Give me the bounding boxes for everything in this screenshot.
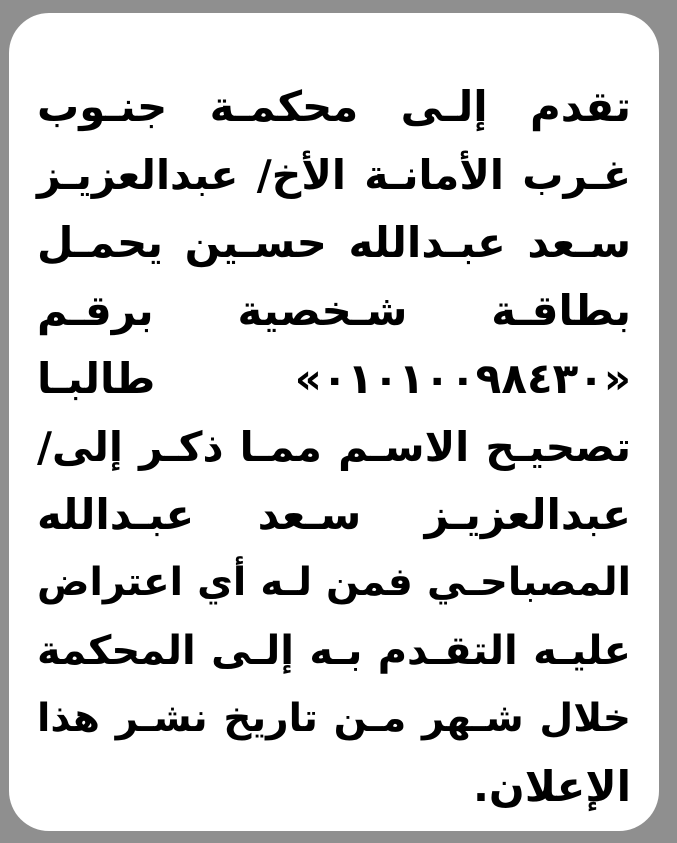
notice-line-5: «٠١٠١٠٠٩٨٤٣٠» طالبـا	[37, 354, 631, 403]
notice-line-8: المصباحـي فمن لـه أي اعتراض	[37, 560, 631, 605]
notice-line-1: تقدم إلـى محكمـة جنـوب	[37, 82, 631, 131]
notice-line-6: تصحيـح الاسـم ممـا ذكـر إلى/	[37, 423, 631, 471]
notice-card	[9, 13, 659, 831]
notice-text	[37, 73, 631, 821]
notice-line-2: غـرب الأمانـة الأخ/ عبدالعزيـز	[37, 151, 631, 199]
notice-line-10: خلال شـهر مـن تاريخ نشـر هذا	[37, 696, 631, 741]
notice-line-4: بطاقـة شـخصية برقـم	[37, 286, 631, 335]
notice-line-7: عبدالعزيـز سـعد عبـدالله	[37, 490, 631, 539]
notice-line-9: عليـه التقـدم بـه إلـى المحكمة	[37, 628, 631, 674]
notice-line-11: الإعلان.	[472, 762, 631, 811]
notice-line-3: سـعد عبـدالله حسـين يحمـل	[37, 218, 631, 267]
